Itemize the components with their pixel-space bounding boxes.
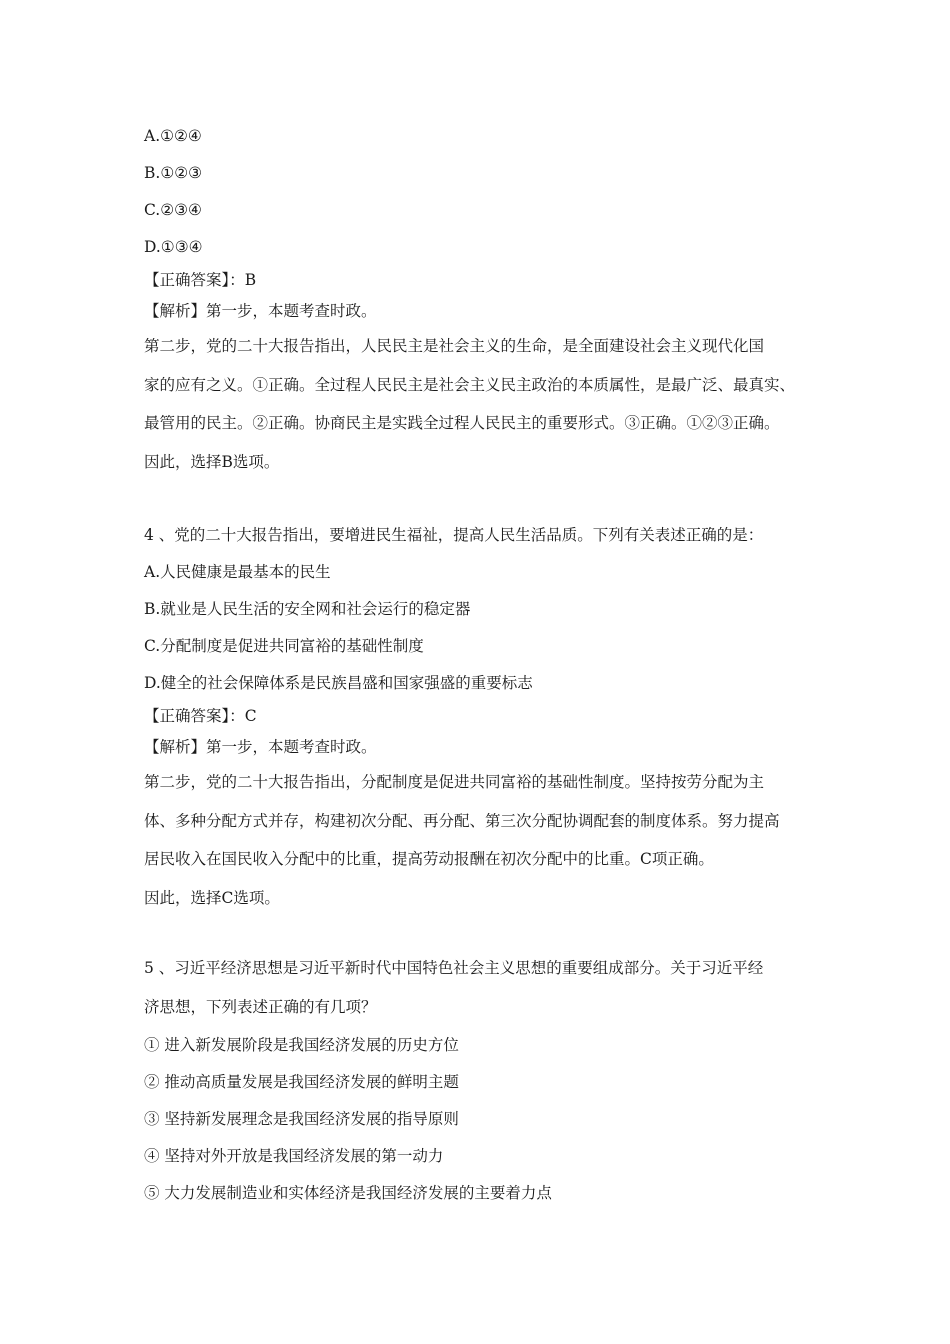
q3-option-a: A.①②④: [144, 127, 202, 145]
spacer: [144, 925, 824, 957]
q4-option-d: D.健全的社会保障体系是民族昌盛和国家强盛的重要标志: [144, 674, 533, 692]
q4-analysis-head: 【解析】第一步，本题考查时政。: [144, 738, 377, 756]
q5-question-line-1: 5 、习近平经济思想是习近平新时代中国特色社会主义思想的重要组成部分。关于习近平经: [144, 959, 764, 977]
q5-item-4: ④ 坚持对外开放是我国经济发展的第一动力: [144, 1147, 444, 1165]
q3-option-c: C.②③④: [144, 201, 202, 219]
q4-analysis-line-3: 居民收入在国民收入分配中的比重，提高劳动报酬在初次分配中的比重。C项正确。: [144, 850, 714, 868]
q4-analysis-line-1: 第二步，党的二十大报告指出，分配制度是促进共同富裕的基础性制度。坚持按劳分配为主: [144, 773, 765, 791]
q3-option-d: D.①③④: [144, 238, 203, 256]
q3-option-b: B.①②③: [144, 164, 203, 182]
document-page: [144, 125, 824, 1219]
q4-answer: 【正确答案】：C: [144, 707, 257, 725]
q5-item-3: ③ 坚持新发展理念是我国经济发展的指导原则: [144, 1110, 459, 1128]
q4-analysis-line-4: 因此，选择C选项。: [144, 888, 280, 907]
q5-item-5: ⑤ 大力发展制造业和实体经济是我国经济发展的主要着力点: [144, 1184, 552, 1202]
q5-item-2: ② 推动高质量发展是我国经济发展的鲜明主题: [144, 1073, 459, 1091]
q3-answer: 【正确答案】：B: [144, 271, 257, 289]
q3-analysis-head: 【解析】第一步，本题考查时政。: [144, 302, 377, 320]
q4-option-a: A.人民健康是最基本的民生: [144, 563, 331, 581]
spacer: [144, 489, 824, 524]
q3-analysis-line-2: 家的应有之义。①正确。全过程人民民主是社会主义民主政治的本质属性，是最广泛、最真实、: [144, 375, 796, 394]
q4-analysis-line-2: 体、多种分配方式并存，构建初次分配、再分配、第三次分配协调配套的制度体系。努力提高: [144, 811, 780, 830]
q5-item-1: ① 进入新发展阶段是我国经济发展的历史方位: [144, 1036, 459, 1054]
q5-question-line-2: 济思想，下列表述正确的有几项？: [144, 997, 377, 1016]
q3-analysis-line-4: 因此，选择B选项。: [144, 452, 280, 471]
q4-option-c: C.分配制度是促进共同富裕的基础性制度: [144, 637, 424, 655]
q3-analysis-line-3: 最管用的民主。②正确。协商民主是实践全过程人民民主的重要形式。③正确。①②③正确。: [144, 414, 780, 432]
q4-option-b: B.就业是人民生活的安全网和社会运行的稳定器: [144, 600, 471, 618]
q4-question: 4 、党的二十大报告指出，要增进民生福祉，提高人民生活品质。下列有关表述正确的是：: [144, 526, 764, 544]
q3-analysis-line-1: 第二步，党的二十大报告指出，人民民主是社会主义的生命，是全面建设社会主义现代化国: [144, 337, 765, 355]
